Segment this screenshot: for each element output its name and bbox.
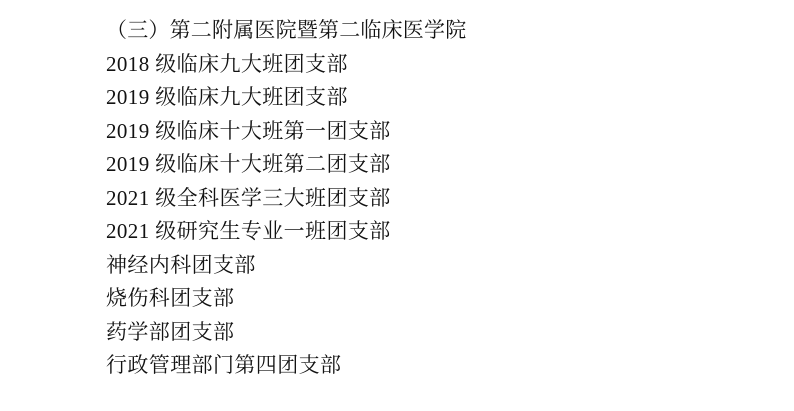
document-body <box>0 14 794 383</box>
list-item: 2018 级临床九大班团支部 <box>106 51 348 76</box>
list-item: 烧伤科团支部 <box>106 286 235 310</box>
list-item: 2019 级临床十大班第一团支部 <box>106 118 391 143</box>
list-item: 2019 级临床九大班团支部 <box>106 85 348 109</box>
list-item: 行政管理部门第四团支部 <box>106 353 342 377</box>
list-item: 药学部团支部 <box>106 319 235 344</box>
list-item: 2021 级全科医学三大班团支部 <box>106 185 391 210</box>
list-item: 2021 级研究生专业一班团支部 <box>106 219 391 243</box>
list-item: 神经内科团支部 <box>106 252 256 277</box>
section-heading: （三）第二附属医院暨第二临床医学院 <box>106 18 467 42</box>
list-item: 2019 级临床十大班第二团支部 <box>106 152 391 176</box>
